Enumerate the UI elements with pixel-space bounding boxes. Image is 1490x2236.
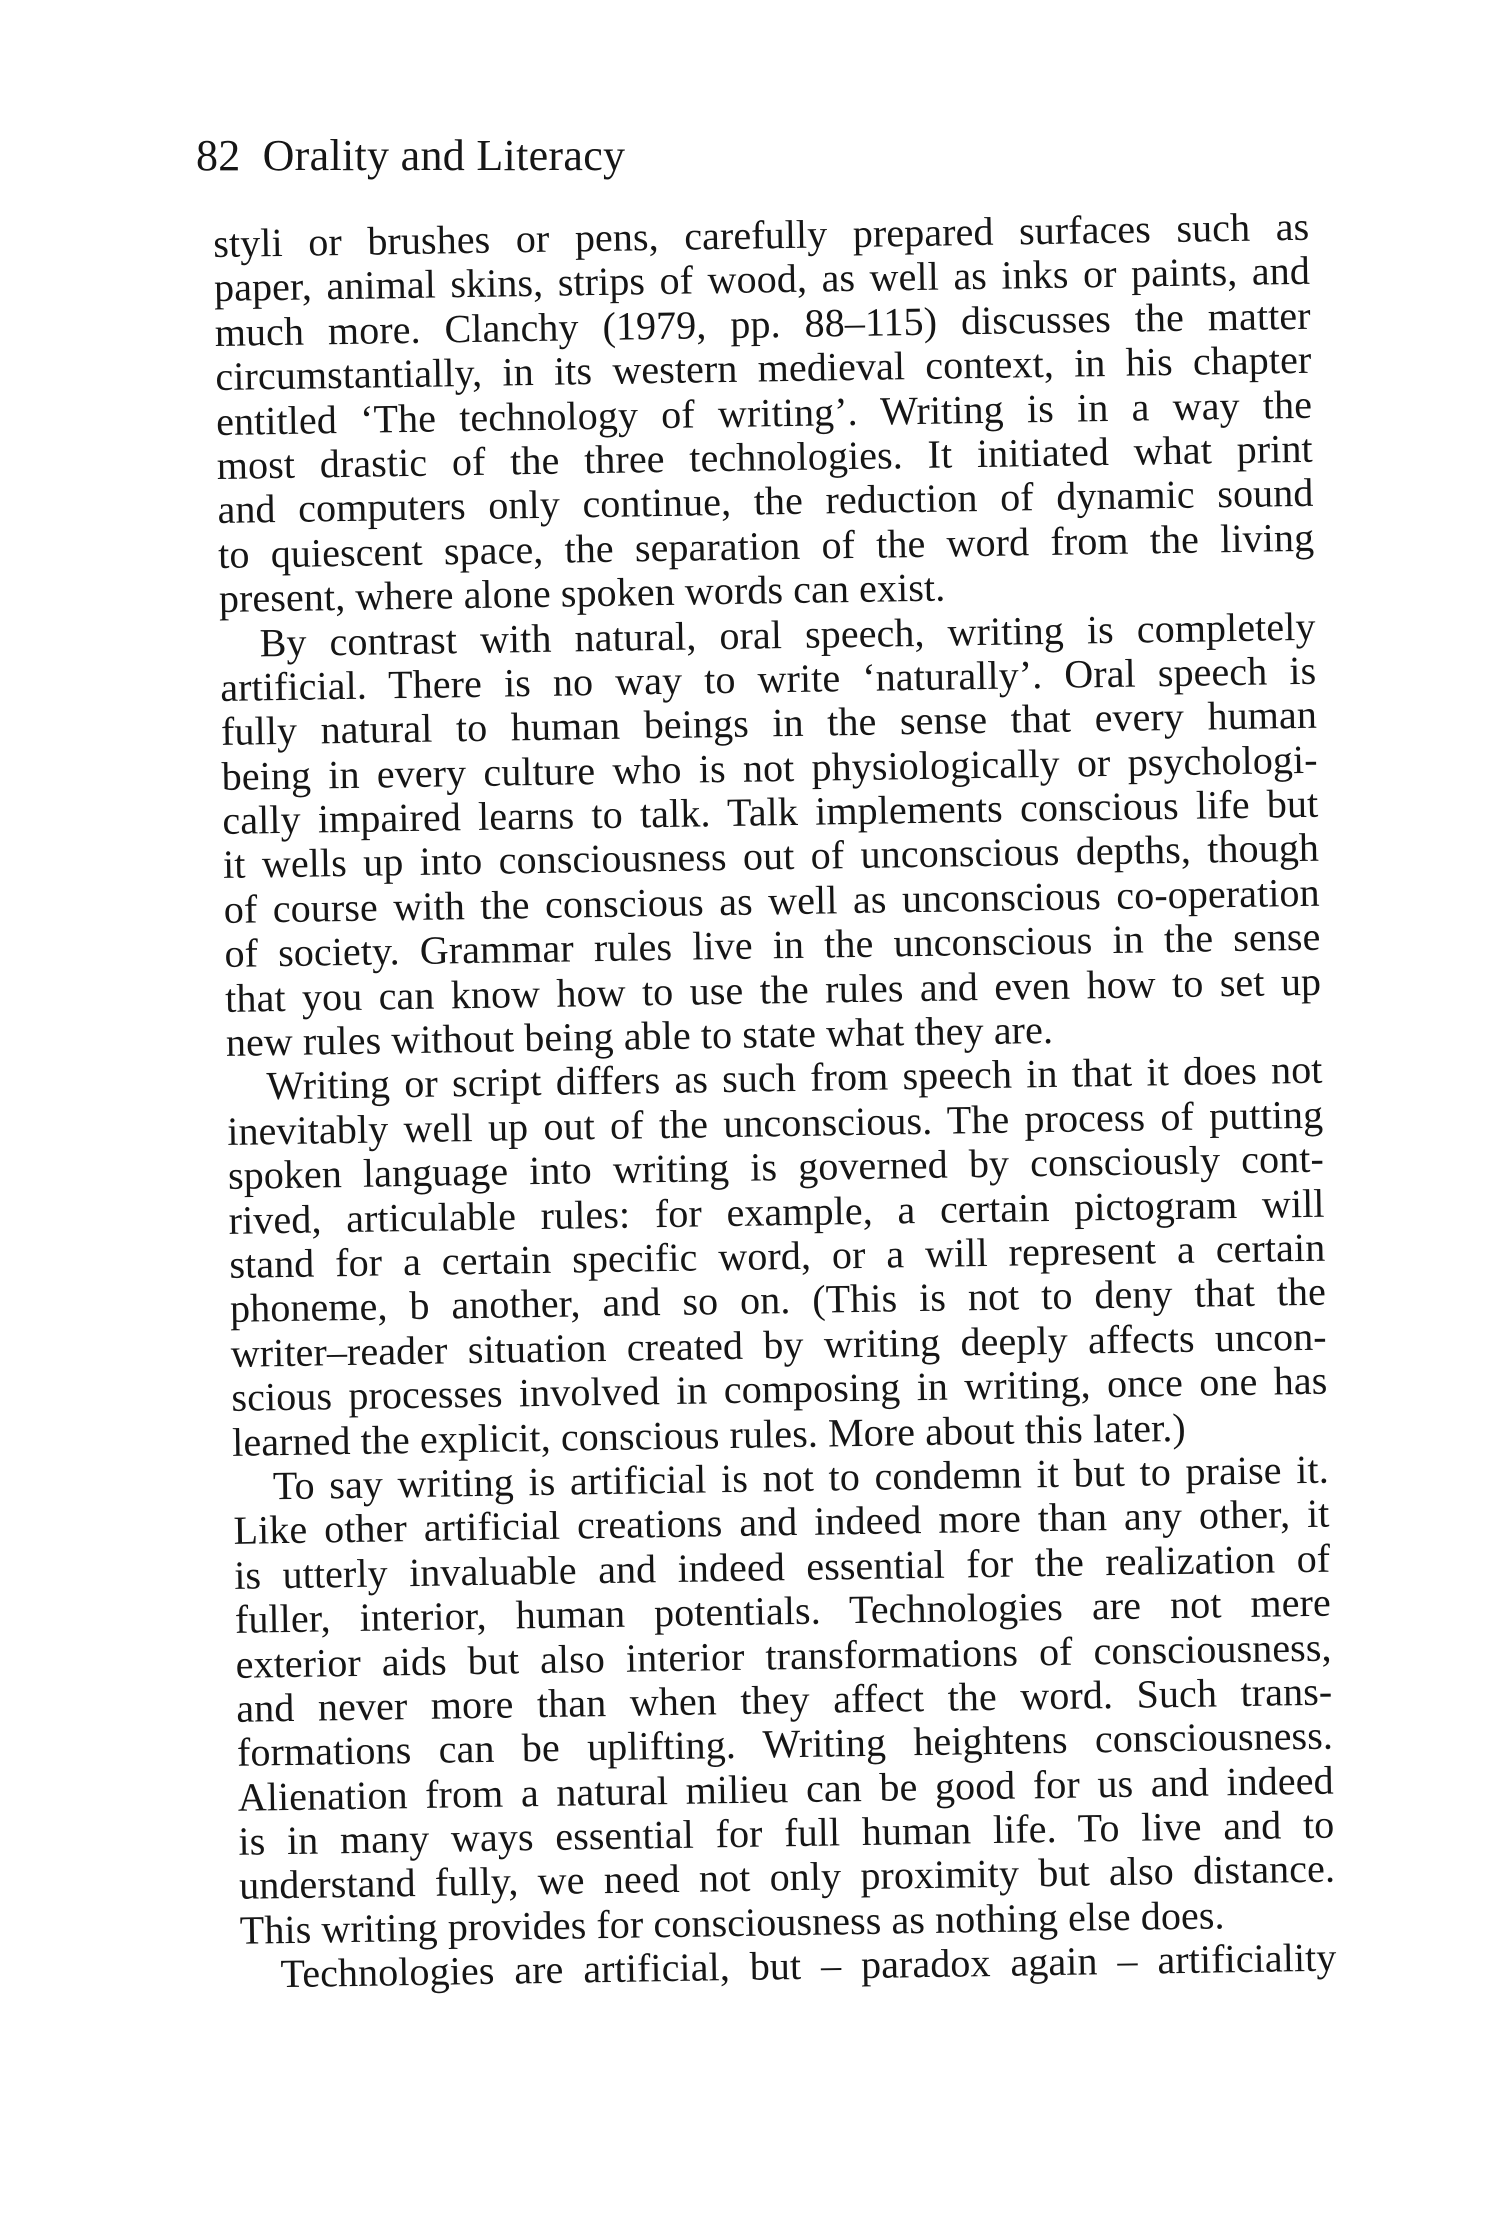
- book-title: Orality and Literacy: [262, 131, 626, 180]
- text-line: formations can be uplifting. Writing heightens consciousness.: [236, 1712, 1334, 1776]
- text-line: fully natural to human beings in the sense that every human: [220, 692, 1318, 755]
- text-line: of course with the conscious as well as unconscious co-operation: [223, 869, 1321, 932]
- paragraph-1: [213, 205, 1315, 622]
- paragraph-4: [233, 1448, 1337, 1953]
- text-line: that you can know how to use the rules and even how to set up: [224, 958, 1322, 1021]
- text-line: is in many ways essential for full human life. To live and to: [238, 1801, 1335, 1864]
- text-line: phoneme, b another, and so on. (This is not to deny that the: [229, 1269, 1327, 1332]
- text-line: it wells up into consciousness out of unconscious depths, though: [222, 825, 1320, 888]
- text-line: is utterly invaluable and indeed essential for the realization of: [233, 1535, 1331, 1598]
- text-line: rived, articulable rules: for example, a certain pictogram will: [228, 1180, 1325, 1243]
- text-line: inevitably well up out of the unconscious. The process of putting: [226, 1091, 1324, 1154]
- text-line: to quiescent space, the separation of the word from the living: [217, 514, 1315, 577]
- text-line: styli or brushes or pens, carefully prepared surfaces such as: [212, 203, 1310, 266]
- text-line: Writing or script differs as such from speech in that it does not: [266, 1047, 1323, 1109]
- text-line: spoken language into writing is governed by consciously cont-: [227, 1135, 1325, 1199]
- text-line: entitled ‘The technology of writing’. Writing is in a way the: [215, 381, 1313, 444]
- text-line: exterior aids but also interior transformations of consciousness,: [235, 1624, 1332, 1687]
- text-line: new rules without being able to state what they are.: [225, 1006, 1054, 1065]
- text-line: cally impaired learns to talk. Talk implements conscious life but: [222, 780, 1319, 844]
- text-line: Like other artificial creations and indeed more than any other, it: [233, 1490, 1330, 1554]
- text-line: stand for a certain specific word, or a will represent a certain: [229, 1224, 1326, 1287]
- text-line: present, where alone spoken words can exist.: [218, 564, 946, 622]
- running-head: [196, 128, 625, 184]
- text-line: writer–reader situation created by writing deeply affects uncon-: [230, 1313, 1327, 1376]
- text-line: being in every culture who is not physiologically or psychologi-: [221, 736, 1318, 799]
- text-line: scious processes involved in composing in writing, once one has: [231, 1357, 1328, 1421]
- text-line: This writing provides for consciousness as nothing else does.: [239, 1892, 1225, 1953]
- text-line: Technologies are artificial, but – paradox again – artificiality: [280, 1934, 1337, 1997]
- paragraph-3: [226, 1048, 1328, 1465]
- text-line: learned the explicit, conscious rules. More about this later.): [231, 1404, 1187, 1465]
- text-line: circumstantially, in its western medieval context, in his chapter: [215, 336, 1312, 400]
- text-line: and computers only continue, the reduction of dynamic sound: [217, 470, 1314, 533]
- body-text: [213, 205, 1337, 1998]
- text-line: most drastic of the three technologies. It initiated what print: [216, 425, 1314, 488]
- text-line: fuller, interior, human potentials. Technologies are not mere: [234, 1579, 1332, 1642]
- text-line: of society. Grammar rules live in the unconscious in the sense: [224, 913, 1321, 977]
- paragraph-2: [219, 604, 1322, 1065]
- text-line: understand fully, we need not only proximity but also distance.: [238, 1846, 1336, 1909]
- text-line: Alienation from a natural milieu can be good for us and indeed: [237, 1757, 1334, 1820]
- text-line: By contrast with natural, oral speech, writing is completely: [259, 603, 1316, 665]
- text-line: To say writing is artificial is not to condemn it but to praise it.: [272, 1446, 1330, 1509]
- text-line: paper, animal skins, strips of wood, as well as inks or paints, and: [213, 248, 1311, 311]
- text-line: and never more than when they affect the word. Such trans-: [235, 1668, 1333, 1731]
- text-line: much more. Clanchy (1979, pp. 88–115) discusses the matter: [214, 292, 1311, 355]
- text-line: artificial. There is no way to write ‘naturally’. Oral speech is: [219, 647, 1317, 710]
- page-number: 82: [196, 131, 241, 180]
